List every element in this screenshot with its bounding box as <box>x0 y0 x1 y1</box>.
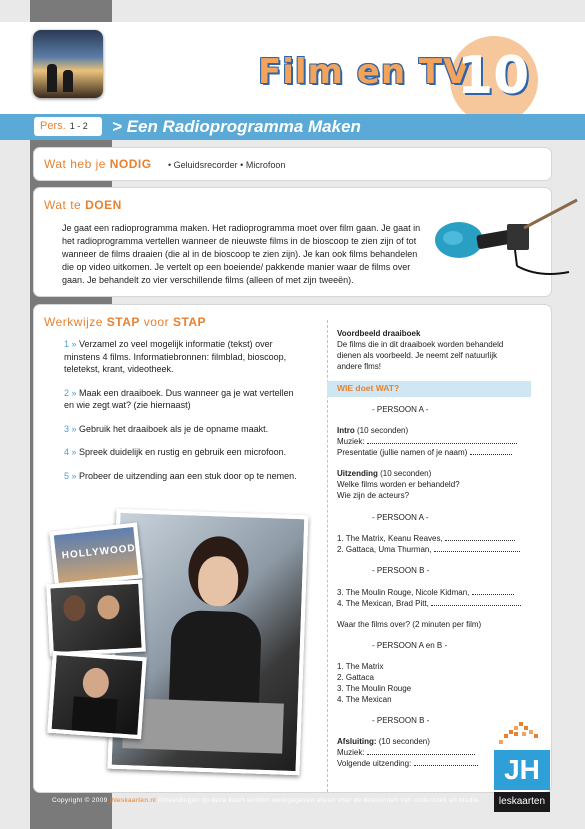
jh-leskaarten-logo <box>494 720 550 816</box>
footer <box>52 797 480 804</box>
persoon-b-label: - PERSOON B - <box>372 566 430 575</box>
persoon-a-label: - PERSOON A - <box>372 405 429 414</box>
draaiboek-title: Voordbeeld draaiboek <box>337 329 421 338</box>
hollywood-sign-photo: HOLLYWOOD <box>49 523 142 588</box>
doen-heading: Wat te DOEN <box>44 198 122 212</box>
section-title: > Een Radioprogramma Maken <box>112 117 361 136</box>
persons-badge <box>34 117 102 136</box>
film2-line: 2. Gattaca, Uma Thurman, <box>337 544 525 555</box>
afsluiting-line: Afsluiting: (10 seconden) <box>337 737 430 746</box>
footer-notice: Afbeeldingen op deze kaart worden weergegeven alleen voor de doeleinden van onderzoek en studie. <box>156 797 481 804</box>
list-item: 3. The Moulin Rouge <box>337 684 412 693</box>
step-item: 1 » Verzamel zo veel mogelijk informatie (tekst) over minstens 4 films. Informatiebronnen: filmblad, bioscoop, teletekst, krant, videotheek. <box>64 339 287 374</box>
list-item: 1. The Matrix <box>337 662 384 671</box>
film1-line: 1. The Matrix, Keanu Reaves, <box>337 533 525 544</box>
list-item: 2. Gattaca <box>337 673 374 682</box>
step-item: 5 » Probeer de uitzending aan een stuk door op te nemen. <box>64 470 297 481</box>
doen-text: Je gaat een radioprogramma maken. Het radioprogramma moet over film gaan. Je gaat in het radioprogramma vertellen wanneer de nieuwste films in de bioscoop te zien zijn of tot wanneer de films draaien (die al in de bioscoop te zien zijn). Je kan ook films behandelen die op video uitkomen. Je vertelt op een boeiende/ pakkende manier waar de films over gaan. Je behandelt zo vier verschillende films (alleen of met zijn tweeën). <box>62 223 421 285</box>
step-item: 2 » Maak een draaiboek. Dus wanneer ga je wat vertellen en wie zegt wat? (zie hiernaast) <box>64 387 294 410</box>
site-link[interactable]: jhleskaarten.nl <box>109 797 157 804</box>
steps-list <box>46 338 304 493</box>
film3-line: 3. The Moulin Rouge, Nicole Kidman, <box>337 587 525 598</box>
werkwijze-heading: Werkwijze STAP voor STAP <box>44 315 207 329</box>
presentatie-line: Presentatie (jullie namen of je naam) <box>337 447 525 458</box>
volgende-line: Volgende uitzending: <box>337 758 525 769</box>
step-item: 4 » Spreek duidelijk en rustig en gebruik een microfoon. <box>64 447 287 457</box>
nodig-items: • Geluidsrecorder • Microfoon <box>168 160 286 170</box>
persoon-ab-label: - PERSOON A en B - <box>372 641 448 650</box>
cinema-photo <box>33 30 103 98</box>
doen-panel <box>34 188 551 296</box>
nodig-panel <box>34 148 551 180</box>
waar-line: Waar the films over? (2 minuten per film) <box>337 620 482 629</box>
logo-letters: JH <box>494 750 550 790</box>
acteurs-line: Wie zijn de acteurs? <box>337 491 410 500</box>
logo-pixel-icon <box>494 720 550 750</box>
nodig-heading: Wat heb je NODIG <box>44 157 152 171</box>
actors-photo <box>46 580 146 657</box>
step-item: 3 » Gebruik het draaiboek als je de opname maakt. <box>64 423 269 434</box>
muziek2-line: Muziek: <box>337 747 525 758</box>
muziek-line: Muziek: <box>337 436 525 447</box>
persoon-b2-label: - PERSOON B - <box>372 716 430 725</box>
intro-line: Intro (10 seconden) <box>337 426 409 435</box>
uitzending-line: Uitzending (10 seconden) <box>337 469 432 478</box>
logo-word: leskaarten <box>494 792 550 812</box>
list-item: 4. The Mexican <box>337 695 392 704</box>
microphone-icon <box>429 198 579 298</box>
copyright: Copyright © 2009 <box>52 797 110 804</box>
welke-line: Welke films worden er behandeld? <box>337 480 460 489</box>
premiere-photo <box>47 651 146 739</box>
wie-doet-wat-band <box>327 381 531 397</box>
wie-doet-wat: WIE doet WAT? <box>337 383 400 393</box>
persons-value: 1 - 2 <box>69 121 88 131</box>
persoon-a2-label: - PERSOON A - <box>372 513 429 522</box>
draaiboek-intro: De films die in dit draaiboek worden behandeld dienen als voorbeeld. Je neemt zelf natuurlijk andere flms! <box>337 340 504 371</box>
lesson-number: 10 <box>457 46 530 106</box>
persons-label: Pers. <box>40 120 66 132</box>
page-title: Film en TV <box>258 52 471 92</box>
film4-line: 4. The Mexican, Brad Pitt, <box>337 598 525 609</box>
